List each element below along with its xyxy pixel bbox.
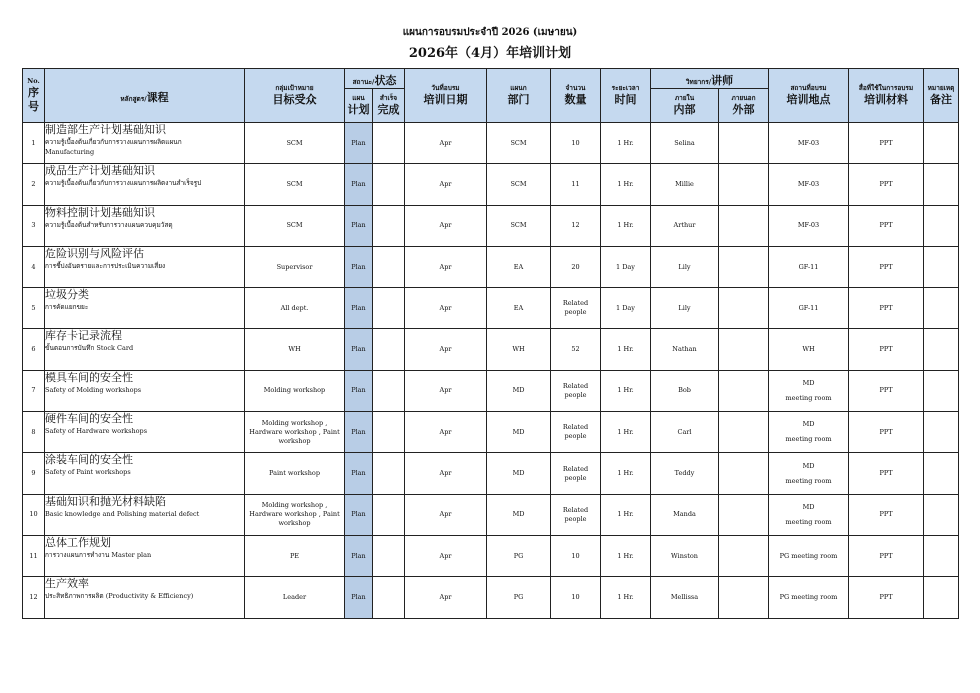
department: SCM: [487, 123, 551, 164]
status-done: [373, 164, 405, 205]
course-title-cn: 物料控制计划基础知识: [45, 205, 155, 219]
location-line-1: MF-03: [797, 179, 820, 188]
row-number: 12: [23, 577, 45, 618]
course-cell: [45, 494, 245, 535]
status-plan: Plan: [345, 412, 373, 453]
training-location: [769, 453, 849, 494]
status-plan: Plan: [345, 370, 373, 411]
table-row: [23, 164, 959, 205]
table-row: [23, 412, 959, 453]
training-date: Apr: [405, 412, 487, 453]
location-line-2: meeting room: [785, 393, 832, 402]
external-trainer: [719, 535, 769, 576]
department: MD: [487, 412, 551, 453]
table-row: [23, 246, 959, 287]
target-audience: SCM: [245, 164, 345, 205]
duration: 1 Day: [601, 288, 651, 329]
course-title-cn: 垃圾分类: [45, 288, 89, 302]
remark: [924, 412, 959, 453]
header-target: กลุ่มเป้าหมาย 目标受众: [245, 69, 345, 123]
page-title-thai: แผนการอบรมประจำปี 2026 (เมษายน): [402, 27, 578, 38]
course-cell: [45, 577, 245, 618]
external-trainer: [719, 453, 769, 494]
course-title-sub: การคัดแยกขยะ: [45, 303, 89, 312]
participant-count: 10: [551, 123, 601, 164]
external-trainer: [719, 123, 769, 164]
header-done: สำเร็จ 完成: [373, 89, 405, 123]
department: PG: [487, 535, 551, 576]
training-date: Apr: [405, 123, 487, 164]
external-trainer: [719, 288, 769, 329]
department: WH: [487, 329, 551, 370]
department: EA: [487, 246, 551, 287]
course-cell: [45, 412, 245, 453]
course-cell: [45, 535, 245, 576]
remark: [924, 329, 959, 370]
location-line-1: MD: [802, 461, 815, 470]
course-cell: [45, 205, 245, 246]
table-row: [23, 205, 959, 246]
row-number: 6: [23, 329, 45, 370]
table-row: [23, 577, 959, 618]
internal-trainer: Nathan: [651, 329, 719, 370]
row-number: 2: [23, 164, 45, 205]
external-trainer: [719, 329, 769, 370]
course-title-sub: ความรู้เบื้องต้นสำหรับการวางแผนควบคุมวัสดุ: [45, 220, 173, 229]
duration: 1 Hr.: [601, 123, 651, 164]
course-title-cn: 硬件车间的安全性: [45, 412, 133, 426]
target-audience: Supervisor: [245, 246, 345, 287]
table-row: [23, 370, 959, 411]
location-line-2: meeting room: [785, 517, 832, 526]
internal-trainer: Arthur: [651, 205, 719, 246]
status-plan: Plan: [345, 453, 373, 494]
row-number: 3: [23, 205, 45, 246]
header-date: วันที่อบรม 培训日期: [405, 69, 487, 123]
status-done: [373, 329, 405, 370]
location-line-2: meeting room: [785, 435, 832, 444]
status-done: [373, 494, 405, 535]
participant-count: 10: [551, 535, 601, 576]
status-plan: Plan: [345, 123, 373, 164]
status-plan: Plan: [345, 329, 373, 370]
training-location: [769, 288, 849, 329]
training-location: [769, 329, 849, 370]
duration: 1 Day: [601, 246, 651, 287]
target-audience: Molding workshop: [245, 370, 345, 411]
row-number: 4: [23, 246, 45, 287]
course-title-sub: ความรู้เบื้องต้นเกี่ยวกับการวางแผนการผลิตแผนก: [45, 138, 182, 146]
training-date: Apr: [405, 246, 487, 287]
department: MD: [487, 370, 551, 411]
course-title-cn: 模具车间的安全性: [45, 370, 133, 384]
course-title-sub: ประสิทธิภาพการผลิต (Productivity & Efficiency): [45, 592, 194, 601]
duration: 1 Hr.: [601, 164, 651, 205]
duration: 1 Hr.: [601, 453, 651, 494]
header-status: สถานะ/状态: [345, 69, 405, 89]
training-location: [769, 205, 849, 246]
header-external: ภายนอก 外部: [719, 89, 769, 123]
table-row: [23, 535, 959, 576]
target-audience: Paint workshop: [245, 453, 345, 494]
department: SCM: [487, 164, 551, 205]
course-cell: [45, 164, 245, 205]
header-no: No. 序号: [23, 69, 45, 123]
external-trainer: [719, 577, 769, 618]
internal-trainer: Carl: [651, 412, 719, 453]
course-title-cn: 生产效率: [45, 577, 89, 591]
header-dept: แผนก 部门: [487, 69, 551, 123]
row-number: 1: [23, 123, 45, 164]
location-line-1: GF-11: [798, 262, 819, 271]
course-title-sub: Safety of Hardware workshops: [45, 427, 148, 436]
row-number: 8: [23, 412, 45, 453]
remark: [924, 164, 959, 205]
status-done: [373, 412, 405, 453]
department: MD: [487, 453, 551, 494]
location-line-2: meeting room: [785, 476, 832, 485]
course-cell: [45, 288, 245, 329]
training-date: Apr: [405, 577, 487, 618]
course-title-sub: ความรู้เบื้องต้นเกี่ยวกับการวางแผนการผลิตงานสำเร็จรูป: [45, 179, 202, 188]
training-material: PPT: [849, 535, 924, 576]
participant-count: Related people: [551, 370, 601, 411]
target-audience: SCM: [245, 205, 345, 246]
training-material: PPT: [849, 288, 924, 329]
target-audience: Molding workshop , Hardware workshop , Paint workshop: [245, 494, 345, 535]
status-done: [373, 246, 405, 287]
row-number: 10: [23, 494, 45, 535]
table-row: [23, 329, 959, 370]
course-title-cn: 制造部生产计划基础知识: [45, 123, 166, 136]
participant-count: 10: [551, 577, 601, 618]
external-trainer: [719, 494, 769, 535]
header-time: ระยะเวลา 时间: [601, 69, 651, 123]
training-date: Apr: [405, 288, 487, 329]
status-done: [373, 288, 405, 329]
target-audience: SCM: [245, 123, 345, 164]
table-row: [23, 123, 959, 164]
department: SCM: [487, 205, 551, 246]
training-material: PPT: [849, 494, 924, 535]
participant-count: 11: [551, 164, 601, 205]
status-done: [373, 123, 405, 164]
status-done: [373, 535, 405, 576]
remark: [924, 535, 959, 576]
target-audience: Leader: [245, 577, 345, 618]
location-line-1: MD: [802, 378, 815, 387]
internal-trainer: Lily: [651, 288, 719, 329]
duration: 1 Hr.: [601, 494, 651, 535]
duration: 1 Hr.: [601, 577, 651, 618]
status-done: [373, 453, 405, 494]
internal-trainer: Millie: [651, 164, 719, 205]
training-material: PPT: [849, 412, 924, 453]
location-line-1: MD: [802, 420, 815, 429]
external-trainer: [719, 205, 769, 246]
internal-trainer: Bob: [651, 370, 719, 411]
header-qty: จำนวน 数量: [551, 69, 601, 123]
training-date: Apr: [405, 494, 487, 535]
target-audience: All dept.: [245, 288, 345, 329]
training-date: Apr: [405, 329, 487, 370]
training-material: PPT: [849, 329, 924, 370]
training-location: [769, 164, 849, 205]
course-title-cn: 基础知识和抛光材料缺陷: [45, 494, 166, 508]
header-location: สถานที่อบรม 培训地点: [769, 69, 849, 123]
duration: 1 Hr.: [601, 205, 651, 246]
external-trainer: [719, 164, 769, 205]
location-line-1: WH: [802, 345, 815, 354]
status-plan: Plan: [345, 535, 373, 576]
course-cell: [45, 246, 245, 287]
target-audience: PE: [245, 535, 345, 576]
course-title-cn: 成品生产计划基础知识: [45, 164, 155, 178]
training-material: PPT: [849, 577, 924, 618]
table-row: [23, 494, 959, 535]
training-material: PPT: [849, 453, 924, 494]
external-trainer: [719, 246, 769, 287]
participant-count: 20: [551, 246, 601, 287]
remark: [924, 494, 959, 535]
training-location: [769, 370, 849, 411]
header-plan: แผน 计划: [345, 89, 373, 123]
training-location: [769, 535, 849, 576]
remark: [924, 123, 959, 164]
page-title-chinese: 2026年（4月）年培训计划: [408, 46, 572, 61]
training-material: PPT: [849, 164, 924, 205]
row-number: 11: [23, 535, 45, 576]
target-audience: WH: [245, 329, 345, 370]
header-material: สื่อที่ใช้ในการอบรม 培训材料: [849, 69, 924, 123]
location-line-1: MF-03: [797, 138, 820, 147]
course-cell: [45, 453, 245, 494]
duration: 1 Hr.: [601, 535, 651, 576]
target-audience: Molding workshop , Hardware workshop , Paint workshop: [245, 412, 345, 453]
training-date: Apr: [405, 164, 487, 205]
location-line-1: MF-03: [797, 221, 820, 230]
participant-count: 52: [551, 329, 601, 370]
status-plan: Plan: [345, 205, 373, 246]
department: EA: [487, 288, 551, 329]
row-number: 7: [23, 370, 45, 411]
internal-trainer: Lily: [651, 246, 719, 287]
training-location: [769, 123, 849, 164]
training-material: PPT: [849, 370, 924, 411]
remark: [924, 288, 959, 329]
status-plan: Plan: [345, 494, 373, 535]
status-plan: Plan: [345, 246, 373, 287]
remark: [924, 205, 959, 246]
course-title-sub: การชี้บ่งอันตรายและการประเมินความเสี่ยง: [45, 261, 166, 270]
internal-trainer: Selina: [651, 123, 719, 164]
course-cell: [45, 123, 245, 164]
training-material: PPT: [849, 205, 924, 246]
course-title-sub: Basic knowledge and Polishing material defect: [45, 509, 200, 518]
participant-count: Related people: [551, 494, 601, 535]
course-title-cn: 库存卡记录流程: [45, 329, 122, 343]
course-cell: [45, 370, 245, 411]
duration: 1 Hr.: [601, 370, 651, 411]
course-title-sub: การวางแผนการทำงาน Master plan: [45, 550, 152, 559]
remark: [924, 246, 959, 287]
course-title-sub: Safety of Paint workshops: [45, 468, 131, 477]
department: MD: [487, 494, 551, 535]
location-line-1: GF-11: [798, 303, 819, 312]
training-date: Apr: [405, 370, 487, 411]
department: PG: [487, 577, 551, 618]
training-date: Apr: [405, 205, 487, 246]
status-done: [373, 370, 405, 411]
course-title-sub2: Manufacturing: [45, 148, 95, 156]
header-internal: ภายใน 内部: [651, 89, 719, 123]
internal-trainer: Winston: [651, 535, 719, 576]
internal-trainer: Teddy: [651, 453, 719, 494]
internal-trainer: Mellissa: [651, 577, 719, 618]
participant-count: Related people: [551, 288, 601, 329]
header-remark: หมายเหตุ 备注: [924, 69, 959, 123]
training-location: [769, 246, 849, 287]
location-line-1: MD: [802, 502, 815, 511]
internal-trainer: Manda: [651, 494, 719, 535]
remark: [924, 577, 959, 618]
status-plan: Plan: [345, 288, 373, 329]
course-title-cn: 涂装车间的安全性: [45, 453, 133, 467]
training-date: Apr: [405, 535, 487, 576]
row-number: 9: [23, 453, 45, 494]
row-number: 5: [23, 288, 45, 329]
header-trainer: วิทยากร/讲师: [651, 69, 769, 89]
course-cell: [45, 329, 245, 370]
training-location: [769, 577, 849, 618]
training-date: Apr: [405, 453, 487, 494]
location-line-1: PG meeting room: [779, 551, 838, 560]
external-trainer: [719, 412, 769, 453]
status-done: [373, 577, 405, 618]
course-title-cn: 总体工作规划: [45, 535, 111, 549]
training-plan-table: [22, 68, 959, 619]
training-material: PPT: [849, 246, 924, 287]
external-trainer: [719, 370, 769, 411]
training-location: [769, 494, 849, 535]
participant-count: Related people: [551, 453, 601, 494]
course-title-sub: Safety of Molding workshops: [45, 385, 142, 394]
remark: [924, 453, 959, 494]
course-title-sub: ขั้นตอนการบันทึก Stock Card: [45, 344, 134, 353]
training-material: PPT: [849, 123, 924, 164]
table-row: [23, 453, 959, 494]
participant-count: 12: [551, 205, 601, 246]
status-plan: Plan: [345, 577, 373, 618]
course-title-cn: 危险识别与风险评估: [45, 246, 144, 260]
header-course: หลักสูตร/课程: [45, 69, 245, 123]
training-location: [769, 412, 849, 453]
location-line-1: PG meeting room: [779, 592, 838, 601]
status-done: [373, 205, 405, 246]
remark: [924, 370, 959, 411]
duration: 1 Hr.: [601, 412, 651, 453]
duration: 1 Hr.: [601, 329, 651, 370]
table-row: [23, 288, 959, 329]
participant-count: Related people: [551, 412, 601, 453]
status-plan: Plan: [345, 164, 373, 205]
